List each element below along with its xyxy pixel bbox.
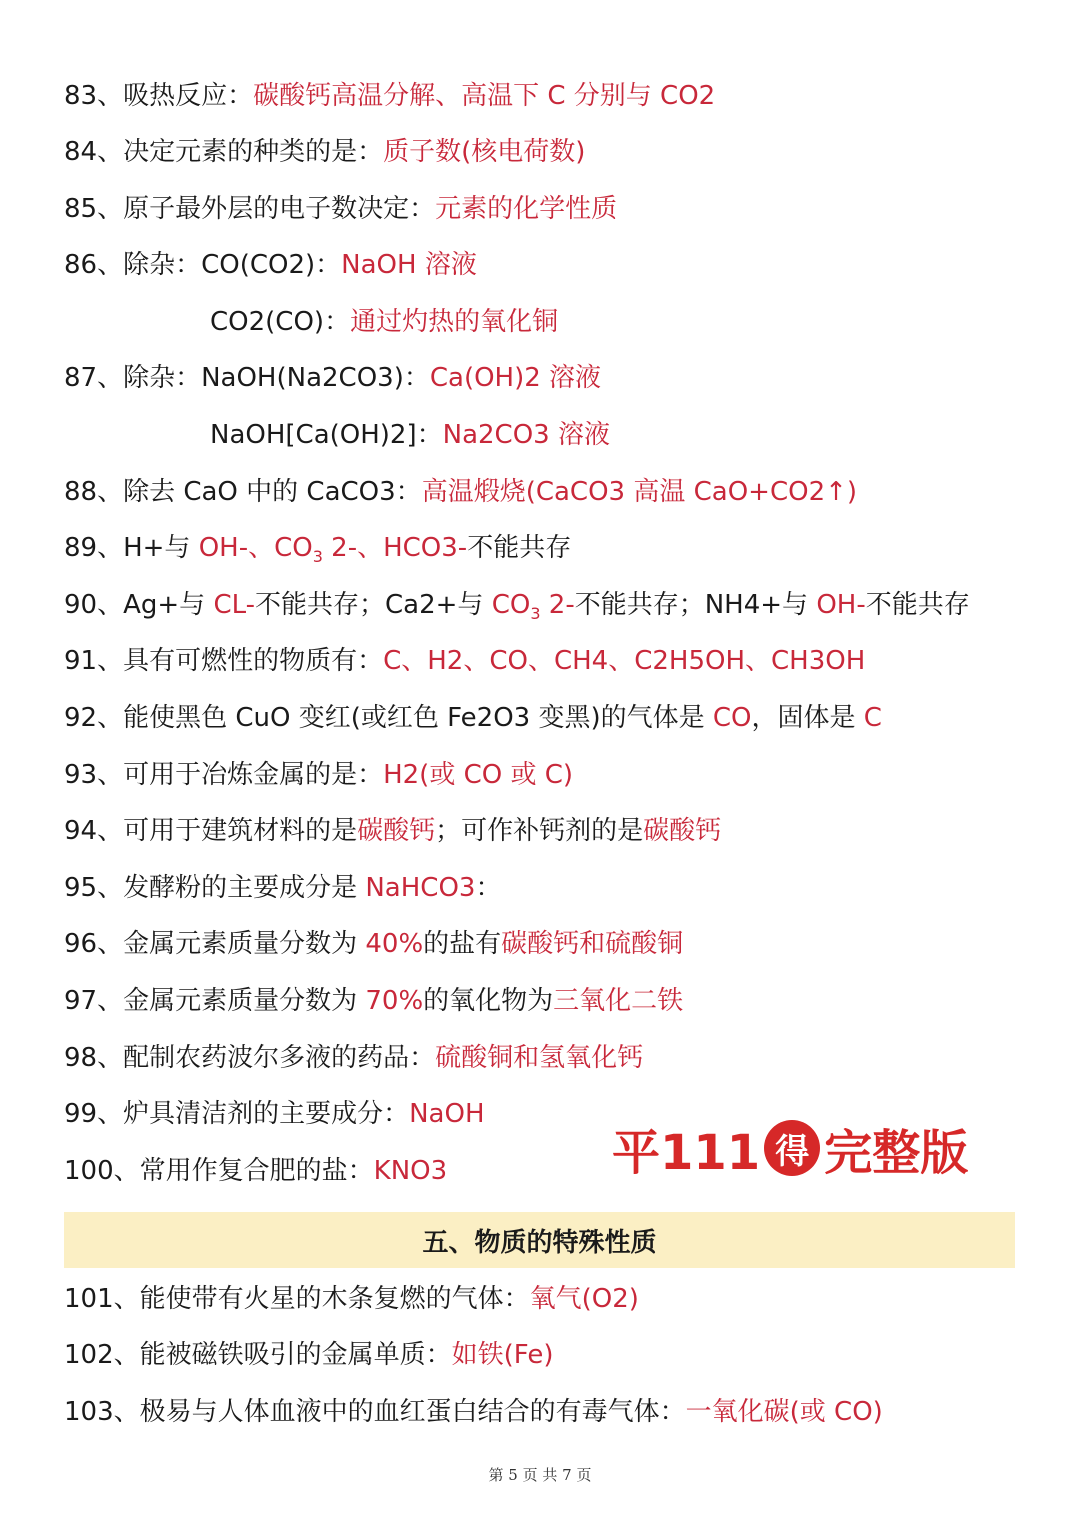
item-83: 83、吸热反应：碳酸钙高温分解、高温下 C 分别与 CO2 <box>64 81 716 111</box>
item-86-sub: CO2(CO)：通过灼热的氧化铜 <box>210 307 559 337</box>
watermark-logo: 平111 得 完整版 <box>612 1116 968 1180</box>
item-84: 84、决定元素的种类的是：质子数(核电荷数) <box>64 137 586 167</box>
item-99: 99、炉具清洁剂的主要成分：NaOH <box>64 1099 485 1129</box>
item-86: 86、除杂：CO(CO2)：NaOH 溶液 <box>64 250 477 280</box>
item-87-sub: NaOH[Ca(OH)2]：Na2CO3 溶液 <box>210 420 610 450</box>
item-102: 102、能被磁铁吸引的金属单质：如铁(Fe) <box>64 1340 554 1370</box>
item-98: 98、配制农药波尔多液的药品：硫酸铜和氢氧化钙 <box>64 1043 644 1073</box>
item-89: 89、H+与 OH-、$CO_3$ 2-、HCO3-不能共存 <box>64 533 572 567</box>
item-88: 88、除去 CaO 中的 CaCO3：高温煅烧(CaCO3 高温 CaO+CO2↑) <box>64 477 858 507</box>
item-96: 96、金属元素质量分数为 40%的盐有碳酸钙和硫酸铜 <box>64 929 684 959</box>
item-90: 90、Ag+与 CL-不能共存；Ca2+与 $CO_3$ 2-不能共存；NH4+与 OH-不能共存 <box>64 590 970 624</box>
item-85: 85、原子最外层的电子数决定：元素的化学性质 <box>64 194 618 224</box>
item-100: 100、常用作复合肥的盐：KNO3 <box>64 1156 448 1186</box>
seal-icon: 得 <box>764 1120 820 1176</box>
item-93: 93、可用于冶炼金属的是：H2(或 CO 或 C) <box>64 760 574 790</box>
item-94: 94、可用于建筑材料的是碳酸钙；可作补钙剂的是碳酸钙 <box>64 816 722 846</box>
item-91: 91、具有可燃性的物质有：C、H2、CO、CH4、C2H5OH、CH3OH <box>64 646 866 676</box>
item-97: 97、金属元素质量分数为 70%的氧化物为三氧化二铁 <box>64 986 684 1016</box>
page-footer: 第 5 页 共 7 页 <box>488 1466 592 1484</box>
item-101: 101、能使带有火星的木条复燃的气体：氧气(O2) <box>64 1284 639 1314</box>
item-95: 95、发酵粉的主要成分是 NaHCO3： <box>64 873 502 903</box>
item-87: 87、除杂：NaOH(Na2CO3)：Ca(OH)2 溶液 <box>64 363 602 393</box>
section-heading: 五、物质的特殊性质 <box>64 1212 1015 1268</box>
item-103: 103、极易与人体血液中的血红蛋白结合的有毒气体：一氧化碳(或 CO) <box>64 1397 883 1427</box>
item-92: 92、能使黑色 CuO 变红(或红色 Fe2O3 变黑)的气体是 CO，固体是 C <box>64 703 882 733</box>
